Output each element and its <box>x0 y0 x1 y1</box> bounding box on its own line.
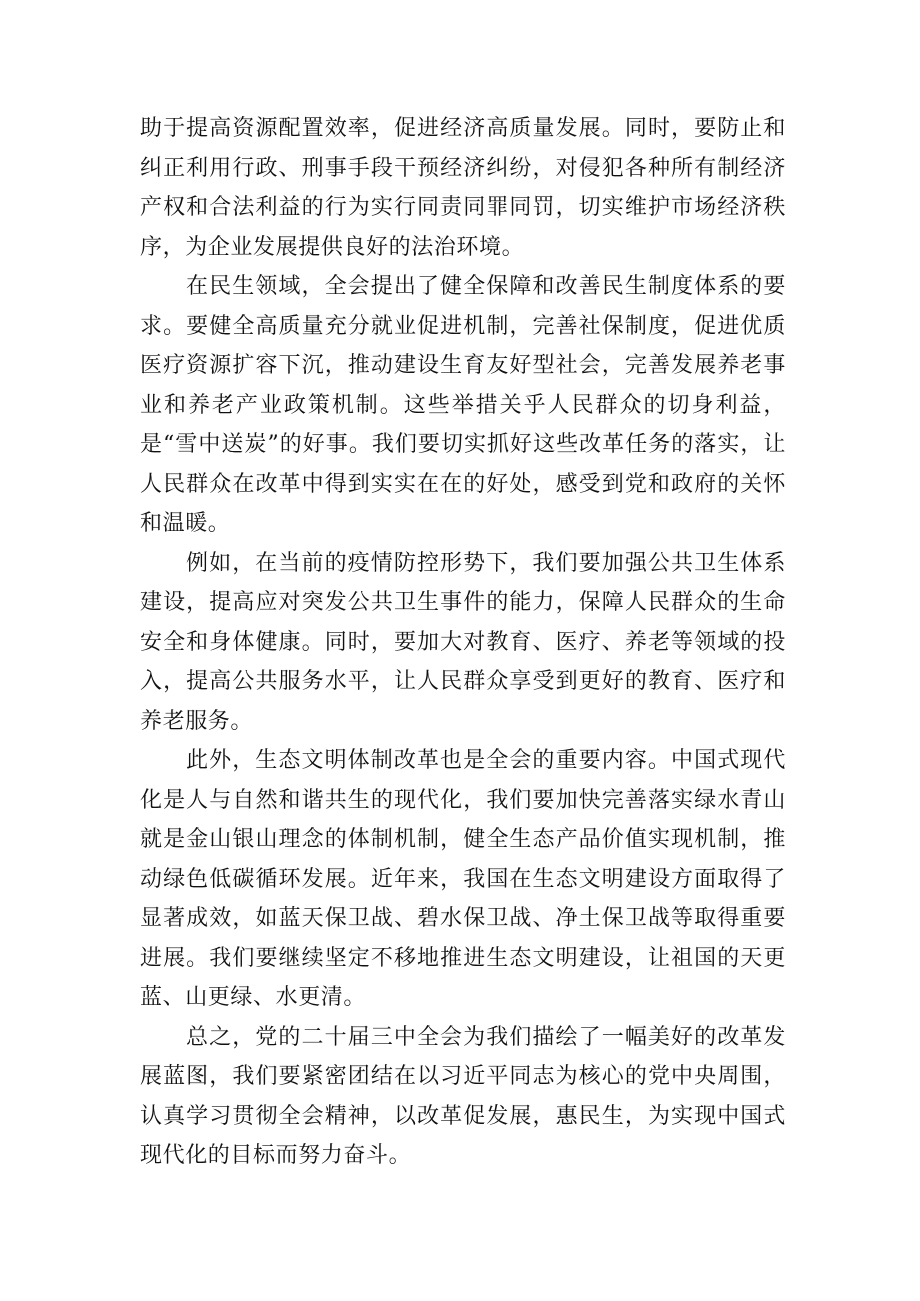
paragraph-ecology: 此外，生态文明体制改革也是全会的重要内容。中国式现代化是人与自然和谐共生的现代化，我们要加快完善落实绿水青山就是金山银山理念的体制机制，健全生态产品价值实现机制，推动绿色低碳循环发展。近年来，我国在生态文明建设方面取得了显著成效，如蓝天保卫战、碧水保卫战、净土保卫战等取得重要进展。我们要继续坚定不移地推进生态文明建设，让祖国的天更蓝、山更绿、水更清。 <box>140 748 786 1010</box>
paragraph-livelihood: 在民生领域，全会提出了健全保障和改善民生制度体系的要求。要健全高质量充分就业促进机制，完善社保制度，促进优质医疗资源扩容下沉，推动建设生育友好型社会，完善发展养老事业和养老产业政策机制。这些举措关乎人民群众的切身利益，是“雪中送炭”的好事。我们要切实抓好这些改革任务的落实，让人民群众在改革中得到实实在在的好处，感受到党和政府的关怀和温暖。 <box>140 274 786 536</box>
paragraph-continued: 助于提高资源配置效率，促进经济高质量发展。同时，要防止和纠正利用行政、刑事手段干预经济纠纷，对侵犯各种所有制经济产权和合法利益的行为实行同责同罪同罚，切实维护市场经济秩序，为企业发展提供良好的法治环境。 <box>140 116 786 260</box>
document-body <box>140 109 786 1176</box>
paragraph-public-health: 例如，在当前的疫情防控形势下，我们要加强公共卫生体系建设，提高应对突发公共卫生事件的能力，保障人民群众的生命安全和身体健康。同时，要加大对教育、医疗、养老等领域的投入，提高公共服务水平，让人民群众享受到更好的教育、医疗和养老服务。 <box>140 550 786 734</box>
paragraph-conclusion: 总之，党的二十届三中全会为我们描绘了一幅美好的改革发展蓝图，我们要紧密团结在以习近平同志为核心的党中央周围，认真学习贯彻全会精神，以改革促发展，惠民生，为实现中国式现代化的目标而努力奋斗。 <box>140 1024 786 1168</box>
